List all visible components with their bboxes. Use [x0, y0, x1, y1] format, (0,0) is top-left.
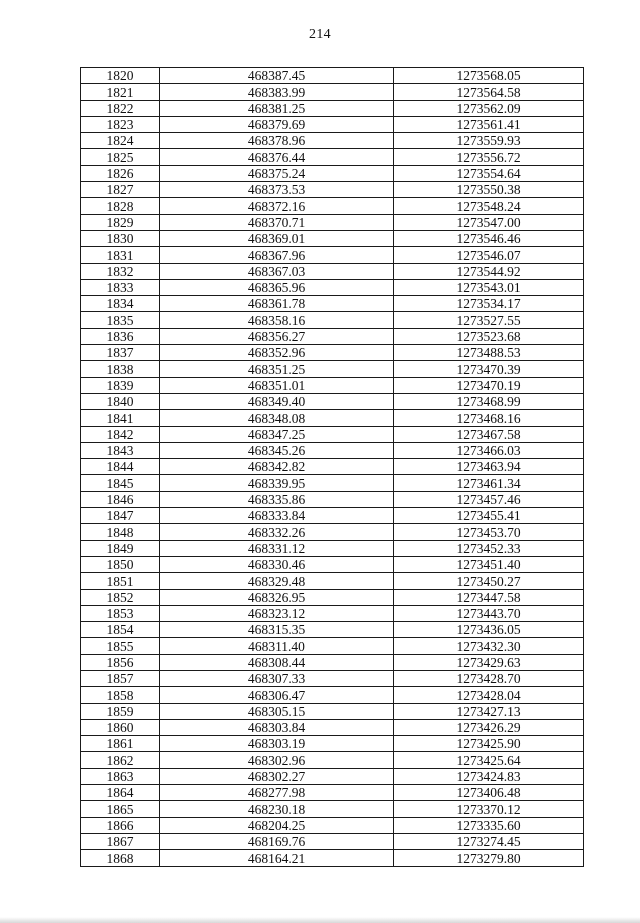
point-number-cell: 1849: [81, 540, 160, 556]
table-row: [81, 524, 584, 540]
table-row: [81, 442, 584, 458]
point-number-cell: 1825: [81, 149, 160, 165]
table-row: [81, 149, 584, 165]
x-coordinate-cell: 468352.96: [160, 345, 394, 361]
y-coordinate-cell: 1273447.58: [394, 589, 584, 605]
y-coordinate-cell: 1273274.45: [394, 833, 584, 849]
x-coordinate-cell: 468387.45: [160, 68, 394, 84]
y-coordinate-cell: 1273457.46: [394, 491, 584, 507]
point-number-cell: 1838: [81, 361, 160, 377]
x-coordinate-cell: 468381.25: [160, 100, 394, 116]
point-number-cell: 1820: [81, 68, 160, 84]
table-row: [81, 768, 584, 784]
table-row: [81, 508, 584, 524]
y-coordinate-cell: 1273463.94: [394, 459, 584, 475]
table-row: [81, 817, 584, 833]
y-coordinate-cell: 1273455.41: [394, 508, 584, 524]
y-coordinate-cell: 1273279.80: [394, 850, 584, 866]
table-row: [81, 426, 584, 442]
x-coordinate-cell: 468329.48: [160, 573, 394, 589]
x-coordinate-cell: 468351.25: [160, 361, 394, 377]
y-coordinate-cell: 1273429.63: [394, 654, 584, 670]
point-number-cell: 1865: [81, 801, 160, 817]
y-coordinate-cell: 1273425.90: [394, 736, 584, 752]
y-coordinate-cell: 1273427.13: [394, 703, 584, 719]
y-coordinate-cell: 1273546.07: [394, 247, 584, 263]
table-row: [81, 703, 584, 719]
point-number-cell: 1859: [81, 703, 160, 719]
table-row: [81, 573, 584, 589]
y-coordinate-cell: 1273436.05: [394, 622, 584, 638]
page-number: 214: [309, 27, 331, 42]
y-coordinate-cell: 1273548.24: [394, 198, 584, 214]
y-coordinate-cell: 1273432.30: [394, 638, 584, 654]
table-row: [81, 622, 584, 638]
x-coordinate-cell: 468370.71: [160, 214, 394, 230]
point-number-cell: 1858: [81, 687, 160, 703]
y-coordinate-cell: 1273559.93: [394, 133, 584, 149]
point-number-cell: 1840: [81, 393, 160, 409]
x-coordinate-cell: 468277.98: [160, 785, 394, 801]
y-coordinate-cell: 1273556.72: [394, 149, 584, 165]
y-coordinate-cell: 1273562.09: [394, 100, 584, 116]
coordinates-table: [80, 67, 584, 867]
table-row: [81, 459, 584, 475]
point-number-cell: 1857: [81, 670, 160, 686]
table-row: [81, 328, 584, 344]
point-number-cell: 1868: [81, 850, 160, 866]
y-coordinate-cell: 1273527.55: [394, 312, 584, 328]
coordinates-table-body: [81, 68, 584, 867]
y-coordinate-cell: 1273543.01: [394, 279, 584, 295]
x-coordinate-cell: 468351.01: [160, 377, 394, 393]
x-coordinate-cell: 468342.82: [160, 459, 394, 475]
point-number-cell: 1853: [81, 605, 160, 621]
y-coordinate-cell: 1273488.53: [394, 345, 584, 361]
x-coordinate-cell: 468330.46: [160, 556, 394, 572]
y-coordinate-cell: 1273470.39: [394, 361, 584, 377]
point-number-cell: 1822: [81, 100, 160, 116]
point-number-cell: 1863: [81, 768, 160, 784]
table-row: [81, 198, 584, 214]
point-number-cell: 1860: [81, 719, 160, 735]
point-number-cell: 1856: [81, 654, 160, 670]
point-number-cell: 1835: [81, 312, 160, 328]
table-row: [81, 247, 584, 263]
point-number-cell: 1854: [81, 622, 160, 638]
table-row: [81, 68, 584, 84]
x-coordinate-cell: 468348.08: [160, 410, 394, 426]
point-number-cell: 1839: [81, 377, 160, 393]
table-row: [81, 719, 584, 735]
point-number-cell: 1831: [81, 247, 160, 263]
point-number-cell: 1837: [81, 345, 160, 361]
y-coordinate-cell: 1273443.70: [394, 605, 584, 621]
point-number-cell: 1844: [81, 459, 160, 475]
x-coordinate-cell: 468349.40: [160, 393, 394, 409]
point-number-cell: 1826: [81, 165, 160, 181]
x-coordinate-cell: 468308.44: [160, 654, 394, 670]
table-row: [81, 182, 584, 198]
point-number-cell: 1841: [81, 410, 160, 426]
x-coordinate-cell: 468332.26: [160, 524, 394, 540]
point-number-cell: 1824: [81, 133, 160, 149]
y-coordinate-cell: 1273544.92: [394, 263, 584, 279]
y-coordinate-cell: 1273468.99: [394, 393, 584, 409]
table-row: [81, 361, 584, 377]
x-coordinate-cell: 468361.78: [160, 296, 394, 312]
point-number-cell: 1827: [81, 182, 160, 198]
x-coordinate-cell: 468164.21: [160, 850, 394, 866]
table-row: [81, 752, 584, 768]
table-row: [81, 133, 584, 149]
point-number-cell: 1851: [81, 573, 160, 589]
x-coordinate-cell: 468367.96: [160, 247, 394, 263]
table-row: [81, 491, 584, 507]
y-coordinate-cell: 1273370.12: [394, 801, 584, 817]
y-coordinate-cell: 1273547.00: [394, 214, 584, 230]
x-coordinate-cell: 468315.35: [160, 622, 394, 638]
table-row: [81, 556, 584, 572]
table-row: [81, 654, 584, 670]
y-coordinate-cell: 1273453.70: [394, 524, 584, 540]
point-number-cell: 1846: [81, 491, 160, 507]
x-coordinate-cell: 468372.16: [160, 198, 394, 214]
table-row: [81, 393, 584, 409]
point-number-cell: 1855: [81, 638, 160, 654]
table-row: [81, 687, 584, 703]
x-coordinate-cell: 468373.53: [160, 182, 394, 198]
x-coordinate-cell: 468326.95: [160, 589, 394, 605]
y-coordinate-cell: 1273428.04: [394, 687, 584, 703]
table-row: [81, 589, 584, 605]
point-number-cell: 1828: [81, 198, 160, 214]
point-number-cell: 1821: [81, 84, 160, 100]
y-coordinate-cell: 1273452.33: [394, 540, 584, 556]
y-coordinate-cell: 1273461.34: [394, 475, 584, 491]
point-number-cell: 1866: [81, 817, 160, 833]
y-coordinate-cell: 1273428.70: [394, 670, 584, 686]
y-coordinate-cell: 1273564.58: [394, 84, 584, 100]
x-coordinate-cell: 468230.18: [160, 801, 394, 817]
table-row: [81, 279, 584, 295]
x-coordinate-cell: 468356.27: [160, 328, 394, 344]
y-coordinate-cell: 1273425.64: [394, 752, 584, 768]
x-coordinate-cell: 468323.12: [160, 605, 394, 621]
table-row: [81, 670, 584, 686]
table-row: [81, 801, 584, 817]
point-number-cell: 1836: [81, 328, 160, 344]
table-row: [81, 850, 584, 866]
table-row: [81, 296, 584, 312]
point-number-cell: 1848: [81, 524, 160, 540]
x-coordinate-cell: 468303.19: [160, 736, 394, 752]
x-coordinate-cell: 468302.27: [160, 768, 394, 784]
table-row: [81, 84, 584, 100]
x-coordinate-cell: 468306.47: [160, 687, 394, 703]
point-number-cell: 1852: [81, 589, 160, 605]
point-number-cell: 1834: [81, 296, 160, 312]
x-coordinate-cell: 468375.24: [160, 165, 394, 181]
point-number-cell: 1867: [81, 833, 160, 849]
x-coordinate-cell: 468383.99: [160, 84, 394, 100]
y-coordinate-cell: 1273450.27: [394, 573, 584, 589]
point-number-cell: 1830: [81, 230, 160, 246]
x-coordinate-cell: 468358.16: [160, 312, 394, 328]
y-coordinate-cell: 1273466.03: [394, 442, 584, 458]
table-row: [81, 116, 584, 132]
table-row: [81, 345, 584, 361]
x-coordinate-cell: 468311.40: [160, 638, 394, 654]
x-coordinate-cell: 468335.86: [160, 491, 394, 507]
point-number-cell: 1823: [81, 116, 160, 132]
point-number-cell: 1862: [81, 752, 160, 768]
point-number-cell: 1833: [81, 279, 160, 295]
y-coordinate-cell: 1273470.19: [394, 377, 584, 393]
table-row: [81, 312, 584, 328]
table-row: [81, 165, 584, 181]
x-coordinate-cell: 468169.76: [160, 833, 394, 849]
y-coordinate-cell: 1273468.16: [394, 410, 584, 426]
x-coordinate-cell: 468339.95: [160, 475, 394, 491]
x-coordinate-cell: 468376.44: [160, 149, 394, 165]
y-coordinate-cell: 1273568.05: [394, 68, 584, 84]
x-coordinate-cell: 468379.69: [160, 116, 394, 132]
x-coordinate-cell: 468378.96: [160, 133, 394, 149]
point-number-cell: 1842: [81, 426, 160, 442]
y-coordinate-cell: 1273467.58: [394, 426, 584, 442]
y-coordinate-cell: 1273335.60: [394, 817, 584, 833]
scan-edge: [0, 917, 640, 923]
x-coordinate-cell: 468307.33: [160, 670, 394, 686]
table-row: [81, 410, 584, 426]
table-row: [81, 785, 584, 801]
table-row: [81, 230, 584, 246]
point-number-cell: 1850: [81, 556, 160, 572]
y-coordinate-cell: 1273561.41: [394, 116, 584, 132]
y-coordinate-cell: 1273554.64: [394, 165, 584, 181]
table-row: [81, 605, 584, 621]
table-row: [81, 833, 584, 849]
y-coordinate-cell: 1273424.83: [394, 768, 584, 784]
x-coordinate-cell: 468302.96: [160, 752, 394, 768]
x-coordinate-cell: 468367.03: [160, 263, 394, 279]
x-coordinate-cell: 468369.01: [160, 230, 394, 246]
x-coordinate-cell: 468345.26: [160, 442, 394, 458]
x-coordinate-cell: 468365.96: [160, 279, 394, 295]
point-number-cell: 1864: [81, 785, 160, 801]
y-coordinate-cell: 1273426.29: [394, 719, 584, 735]
y-coordinate-cell: 1273534.17: [394, 296, 584, 312]
table-row: [81, 263, 584, 279]
table-row: [81, 214, 584, 230]
x-coordinate-cell: 468303.84: [160, 719, 394, 735]
point-number-cell: 1829: [81, 214, 160, 230]
point-number-cell: 1845: [81, 475, 160, 491]
x-coordinate-cell: 468331.12: [160, 540, 394, 556]
y-coordinate-cell: 1273546.46: [394, 230, 584, 246]
y-coordinate-cell: 1273406.48: [394, 785, 584, 801]
point-number-cell: 1832: [81, 263, 160, 279]
y-coordinate-cell: 1273451.40: [394, 556, 584, 572]
point-number-cell: 1847: [81, 508, 160, 524]
x-coordinate-cell: 468333.84: [160, 508, 394, 524]
y-coordinate-cell: 1273523.68: [394, 328, 584, 344]
table-row: [81, 736, 584, 752]
table-row: [81, 377, 584, 393]
y-coordinate-cell: 1273550.38: [394, 182, 584, 198]
table-row: [81, 638, 584, 654]
x-coordinate-cell: 468347.25: [160, 426, 394, 442]
point-number-cell: 1861: [81, 736, 160, 752]
x-coordinate-cell: 468204.25: [160, 817, 394, 833]
x-coordinate-cell: 468305.15: [160, 703, 394, 719]
point-number-cell: 1843: [81, 442, 160, 458]
table-row: [81, 475, 584, 491]
table-row: [81, 100, 584, 116]
table-row: [81, 540, 584, 556]
